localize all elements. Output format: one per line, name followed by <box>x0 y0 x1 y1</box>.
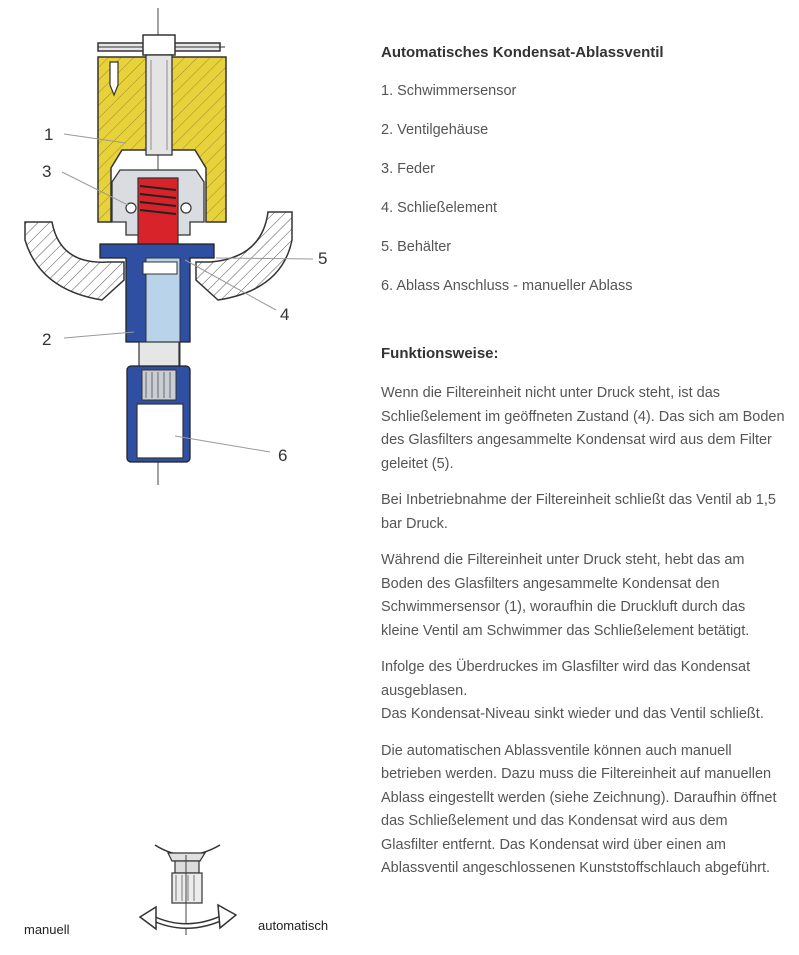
page-title: Automatisches Kondensat-Ablassventil <box>381 44 664 61</box>
section-heading: Funktionsweise: <box>381 345 499 362</box>
paragraph: Infolge des Überdruckes im Glasfilter wird das Kondensat ausgeblasen. Das Kondensat-Niveau sinkt wieder und das Ventil schließt. <box>381 659 764 722</box>
arrow-head-right <box>218 905 236 928</box>
list-item: 5. Behälter <box>381 239 452 255</box>
list-item: 6. Ablass Anschluss - manueller Ablass <box>381 278 633 294</box>
container-left <box>25 222 124 300</box>
callout-4: 4 <box>280 305 290 324</box>
paragraph: Bei Inbetriebnahme der Filtereinheit schließt das Ventil ab 1,5 bar Druck. <box>381 492 776 532</box>
description-panel <box>381 44 786 894</box>
list-item: 4. Schließelement <box>381 200 498 216</box>
list-item: 1. Schwimmersensor <box>381 83 517 99</box>
paragraph: Wenn die Filtereinheit nicht unter Druck steht, ist das Schließelement im geöffneten Zustand (4). Das sich am Boden des Glasfilters angesammelte Kondensat wird aus dem Filter geleitet (5). <box>381 385 785 472</box>
valve-cross-section-diagram <box>0 0 360 500</box>
callout-5: 5 <box>318 249 328 268</box>
callout-2: 2 <box>42 330 52 349</box>
paragraph: Die automatischen Ablassventile können auch manuell betrieben werden. Dazu muss die Filtereinheit auf manuellen Ablass eingestellt werden (siehe Zeichnung). Daraufhin öffnet das Schließelement und das Kondensat wird aus dem Glasfilter entfernt. Das Kondensat wird über einen am Ablassventil angeschlossenen Kunststoffschlauch abgeführt. <box>381 742 777 876</box>
switch-knob-top <box>175 861 199 873</box>
callout-6: 6 <box>278 446 288 465</box>
callout-3: 3 <box>42 162 52 181</box>
callout-1: 1 <box>44 125 54 144</box>
valve-stem <box>146 55 172 155</box>
switch-label-manual: manuell <box>24 922 70 937</box>
paragraph: Während die Filtereinheit unter Druck steht, hebt das am Boden des Glasfilters angesammelte Kondensat den Schwimmersensor (1), woraufhin die Druckluft durch das kleine Ventil am Schwimmer das Schließelement betätigt. <box>381 552 750 639</box>
arrow-head-left <box>140 907 156 929</box>
list-item: 2. Ventilgehäuse <box>381 122 489 138</box>
switch-label-automatic: automatisch <box>258 918 329 933</box>
list-item: 3. Feder <box>381 161 435 177</box>
